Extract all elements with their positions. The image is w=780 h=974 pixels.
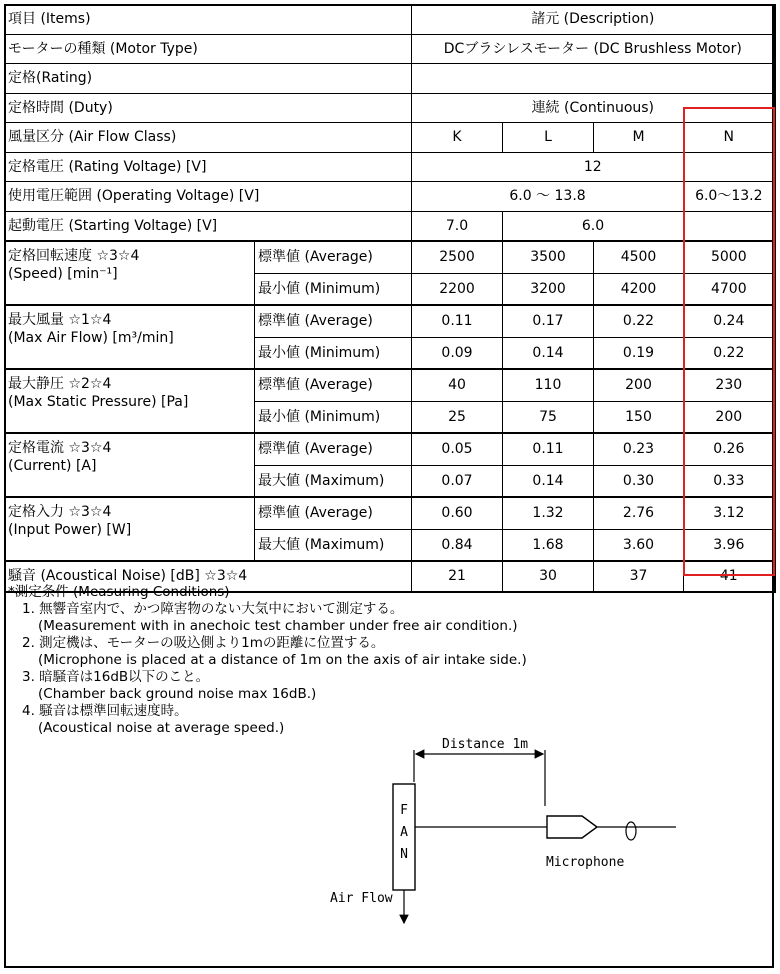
microphone-icon	[547, 816, 597, 838]
current-max-m: 0.30	[594, 465, 684, 497]
fan-letter-f: F	[400, 803, 408, 818]
current-max-k: 0.07	[412, 465, 503, 497]
pressure-avg-k: 40	[412, 369, 503, 401]
airflow-min-k: 0.09	[412, 337, 503, 369]
measurement-diagram	[0, 720, 780, 970]
airflow-avg-label: 標準値 (Average)	[255, 305, 412, 337]
row-motor-type	[5, 34, 775, 64]
speed-label-ja: 定格回転速度 ☆3☆4	[8, 248, 140, 264]
pressure-avg-label: 標準値 (Average)	[255, 369, 412, 401]
row-duty	[5, 93, 775, 123]
operating-voltage-n: 6.0～13.2	[684, 182, 775, 212]
pressure-min-l: 75	[503, 401, 594, 433]
pressure-min-n: 200	[684, 401, 775, 433]
pressure-avg-n: 230	[684, 369, 775, 401]
starting-voltage-lm: 6.0	[503, 211, 684, 241]
current-avg-m: 0.23	[594, 433, 684, 465]
operating-voltage-label: 使用電圧範囲 (Operating Voltage) [V]	[5, 182, 412, 212]
current-max-l: 0.14	[503, 465, 594, 497]
row-rating	[5, 64, 775, 94]
speed-min-m: 4200	[594, 273, 684, 305]
operating-voltage-klm: 6.0 ～ 13.8	[412, 182, 684, 212]
power-max-l: 1.68	[503, 529, 594, 561]
power-max-n: 3.96	[684, 529, 775, 561]
spec-table	[4, 4, 776, 593]
speed-label-en: (Speed) [min⁻¹]	[8, 266, 118, 283]
measuring-conditions	[8, 584, 768, 737]
note-2-ja: 2. 測定機は、モーターの吸込側より1mの距離に位置する。	[22, 635, 385, 651]
airflow-avg-m: 0.22	[594, 305, 684, 337]
current-avg-k: 0.05	[412, 433, 503, 465]
noise-l: 30	[503, 561, 594, 592]
pressure-label-en: (Max Static Pressure) [Pa]	[8, 394, 189, 411]
speed-avg-l: 3500	[503, 241, 594, 273]
pressure-min-label: 最小値 (Minimum)	[255, 401, 412, 433]
rating-voltage-label: 定格電圧 (Rating Voltage) [V]	[5, 152, 412, 182]
duty-label: 定格時間 (Duty)	[5, 93, 412, 123]
speed-avg-k: 2500	[412, 241, 503, 273]
speed-label	[5, 241, 255, 305]
class-l: L	[503, 123, 594, 153]
motor-type-label: モーターの種類 (Motor Type)	[5, 34, 412, 64]
pressure-min-k: 25	[412, 401, 503, 433]
header-desc: 諸元 (Description)	[412, 5, 775, 35]
power-label	[5, 497, 255, 561]
noise-m: 37	[594, 561, 684, 592]
row-operating-voltage	[5, 182, 775, 212]
speed-avg-m: 4500	[594, 241, 684, 273]
duty-value: 連続 (Continuous)	[412, 93, 775, 123]
note-4-en: (Acoustical noise at average speed.)	[38, 720, 285, 736]
power-label-ja: 定格入力 ☆3☆4	[8, 504, 112, 520]
note-3-en: (Chamber back ground noise max 16dB.)	[38, 686, 317, 702]
power-max-label: 最大値 (Maximum)	[255, 529, 412, 561]
class-n: N	[684, 123, 775, 153]
row-rating-voltage	[5, 152, 775, 182]
airflow-label: Air Flow	[330, 891, 393, 906]
power-avg-n: 3.12	[684, 497, 775, 529]
rating-value	[412, 64, 775, 94]
row-airflow-avg	[5, 305, 775, 337]
power-avg-k: 0.60	[412, 497, 503, 529]
pressure-avg-l: 110	[503, 369, 594, 401]
speed-min-k: 2200	[412, 273, 503, 305]
noise-k: 21	[412, 561, 503, 592]
row-airflow-class	[5, 123, 775, 153]
airflow-avg-k: 0.11	[412, 305, 503, 337]
distance-label: Distance 1m	[442, 737, 529, 752]
airflow-avg-l: 0.17	[503, 305, 594, 337]
power-avg-label: 標準値 (Average)	[255, 497, 412, 529]
speed-avg-n: 5000	[684, 241, 775, 273]
starting-voltage-k: 7.0	[412, 211, 503, 241]
speed-min-n: 4700	[684, 273, 775, 305]
cable-loop	[626, 822, 636, 840]
class-m: M	[594, 123, 684, 153]
note-1-ja: 1. 無響音室内で、かつ障害物のない大気中において測定する。	[22, 601, 404, 617]
row-header	[5, 5, 775, 35]
pressure-label-ja: 最大静圧 ☆2☆4	[8, 376, 112, 392]
fan-letter-n: N	[400, 847, 408, 862]
pressure-min-m: 150	[594, 401, 684, 433]
current-label	[5, 433, 255, 497]
current-label-en: (Current) [A]	[8, 458, 97, 475]
power-max-k: 0.84	[412, 529, 503, 561]
noise-n: 41	[684, 561, 775, 592]
row-power-avg	[5, 497, 775, 529]
current-max-label: 最大値 (Maximum)	[255, 465, 412, 497]
current-avg-n: 0.26	[684, 433, 775, 465]
speed-min-label: 最小値 (Minimum)	[255, 273, 412, 305]
airflow-class-label: 風量区分 (Air Flow Class)	[5, 123, 412, 153]
airflow-label	[5, 305, 255, 369]
fan-letter-a: A	[400, 825, 408, 840]
row-speed-avg	[5, 241, 775, 273]
note-4-ja: 4. 騒音は標準回転速度時。	[22, 703, 188, 719]
row-pressure-avg	[5, 369, 775, 401]
current-avg-label: 標準値 (Average)	[255, 433, 412, 465]
row-current-avg	[5, 433, 775, 465]
pressure-avg-m: 200	[594, 369, 684, 401]
column-n-highlight	[683, 107, 775, 576]
starting-voltage-label: 起動電圧 (Starting Voltage) [V]	[5, 211, 412, 241]
pressure-label	[5, 369, 255, 433]
note-2-en: (Microphone is placed at a distance of 1m on the axis of air intake side.)	[38, 652, 527, 668]
current-max-n: 0.33	[684, 465, 775, 497]
airflow-min-m: 0.19	[594, 337, 684, 369]
power-max-m: 3.60	[594, 529, 684, 561]
power-label-en: (Input Power) [W]	[8, 522, 132, 539]
speed-min-l: 3200	[503, 273, 594, 305]
class-k: K	[412, 123, 503, 153]
noise-label: 騒音 (Acoustical Noise) [dB] ☆3☆4	[5, 561, 412, 592]
speed-avg-label: 標準値 (Average)	[255, 241, 412, 273]
power-avg-l: 1.32	[503, 497, 594, 529]
airflow-min-l: 0.14	[503, 337, 594, 369]
motor-type-value: DCブラシレスモーター (DC Brushless Motor)	[412, 34, 775, 64]
row-starting-voltage	[5, 211, 775, 241]
airflow-label-en: (Max Air Flow) [m³/min]	[8, 330, 174, 347]
airflow-label-ja: 最大風量 ☆1☆4	[8, 312, 112, 328]
rating-voltage-value: 12	[412, 152, 775, 182]
rating-label: 定格(Rating)	[5, 64, 412, 94]
header-item: 項目 (Items)	[5, 5, 412, 35]
power-avg-m: 2.76	[594, 497, 684, 529]
airflow-avg-n: 0.24	[684, 305, 775, 337]
notes-title: *測定条件 (Measuring Conditions)	[8, 584, 230, 600]
note-1-en: (Measurement with in anechoic test chamber under free air condition.)	[38, 618, 518, 634]
airflow-min-label: 最小値 (Minimum)	[255, 337, 412, 369]
airflow-min-n: 0.22	[684, 337, 775, 369]
current-label-ja: 定格電流 ☆3☆4	[8, 440, 112, 456]
note-3-ja: 3. 暗騒音は16dB以下のこと。	[22, 669, 210, 685]
microphone-label: Microphone	[546, 855, 625, 870]
current-avg-l: 0.11	[503, 433, 594, 465]
